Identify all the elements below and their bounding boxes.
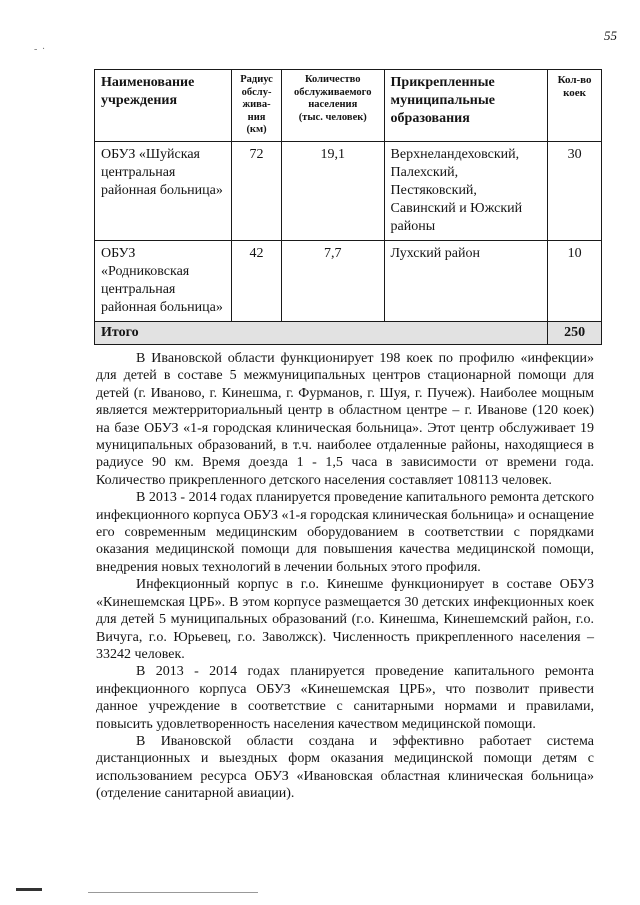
cell-radius: 42 <box>232 240 282 321</box>
cell-beds: 30 <box>548 141 602 240</box>
header-radius-line: ния <box>247 111 266 123</box>
total-label: Итого <box>95 321 548 344</box>
paragraph: В Ивановской области функционирует 198 коек по профилю «инфекции» для детей в составе 5 межмуниципальных центров стационарной помощи для детей (г. Иваново, г. Кинешма, г. Фурманов, г. Шуя, г. Пучеж). Наиболее мощным является межтерриториальный центр в областном центре – г. Иванове (120 коек) на базе ОБУЗ «1-я городская клиническая больница». Этот центр обслуживает 19 муниципальных образований, в т.ч. наиболее отдаленные районы, находящиеся в радиусе 90 км. Время доезда 1 - 1,5 часа в зависимости от времени года. Количество прикрепленного детского населения составляет 108113 человек. <box>96 351 594 488</box>
header-radius-line: Радиус <box>240 74 273 85</box>
cell-beds: 10 <box>548 240 602 321</box>
cell-population: 19,1 <box>281 141 384 240</box>
scan-artifact-top: - · <box>34 44 47 55</box>
body-text <box>96 350 594 803</box>
cell-population: 7,7 <box>281 240 384 321</box>
header-name: Наименование учреждения <box>95 70 232 142</box>
header-radius <box>232 70 282 142</box>
header-population-line: населения <box>308 99 358 110</box>
cell-municipal: Верхнеландеховский, Палехский, Пестяковский, Савинский и Южский районы <box>384 141 548 240</box>
cell-radius: 72 <box>232 141 282 240</box>
header-population-line: (тыс. человек) <box>298 111 367 123</box>
cell-name: ОБУЗ «Родниковская центральная районная больница» <box>95 240 232 321</box>
header-beds: Кол-во коек <box>548 70 602 142</box>
header-population-line: Количество <box>304 74 361 85</box>
table-row <box>95 240 602 321</box>
header-municipal: Прикрепленные муниципальные образования <box>384 70 548 142</box>
header-radius-line: обслу- <box>241 86 272 98</box>
cell-name: ОБУЗ «Шуйская центральная районная больница» <box>95 141 232 240</box>
header-population <box>281 70 384 142</box>
page-number: 55 <box>604 28 617 43</box>
total-beds: 250 <box>548 321 602 344</box>
cell-municipal: Лухский район <box>384 240 548 321</box>
table-total-row <box>95 321 602 344</box>
header-radius-line: (км) <box>246 124 267 135</box>
header-radius-line: жива- <box>242 99 271 110</box>
table-header-row <box>95 70 602 142</box>
scan-artifact-bottom <box>16 888 42 891</box>
paragraph: Инфекционный корпус в г.о. Кинешме функционирует в составе ОБУЗ «Кинешемская ЦРБ». В этом корпусе размещается 30 детских инфекционных коек для детей 5 муниципальных образований (г.о. Кинешма, Кинешемский район, г.о. Вичуга, г.о. Юрьевец, г.о. Заволжск). Численность прикрепленного населения – 33242 человек. <box>96 577 594 662</box>
table-row <box>95 141 602 240</box>
paragraph: В Ивановской области создана и эффективно работает система дистанционных и выездных форм оказания медицинской помощи детям с использованием ресурса ОБУЗ «Ивановская областная клиническая больница» (отделение санитарной авиации). <box>96 733 594 802</box>
header-population-line: обслуживаемого <box>294 86 372 98</box>
hospital-table <box>94 69 602 345</box>
paragraph: В 2013 - 2014 годах планируется проведение капитального ремонта детского инфекционного корпуса ОБУЗ «1-я городская клиническая больница» и оснащение его современным медицинским оборудованием в соответствии с порядками оказания медицинской помощи для повышения качества медицинской помощи, внедрения новых технологий в лечении больных этого профиля. <box>96 490 594 575</box>
paragraph: В 2013 - 2014 годах планируется проведение капитального ремонта инфекционного корпуса ОБУЗ «Кинешемская ЦРБ», что позволит привести данное учреждение в соответствие с санитарными нормами и правилами, повысить удовлетворенность населения качеством медицинской помощи. <box>96 664 594 732</box>
scan-artifact-line <box>88 892 258 893</box>
